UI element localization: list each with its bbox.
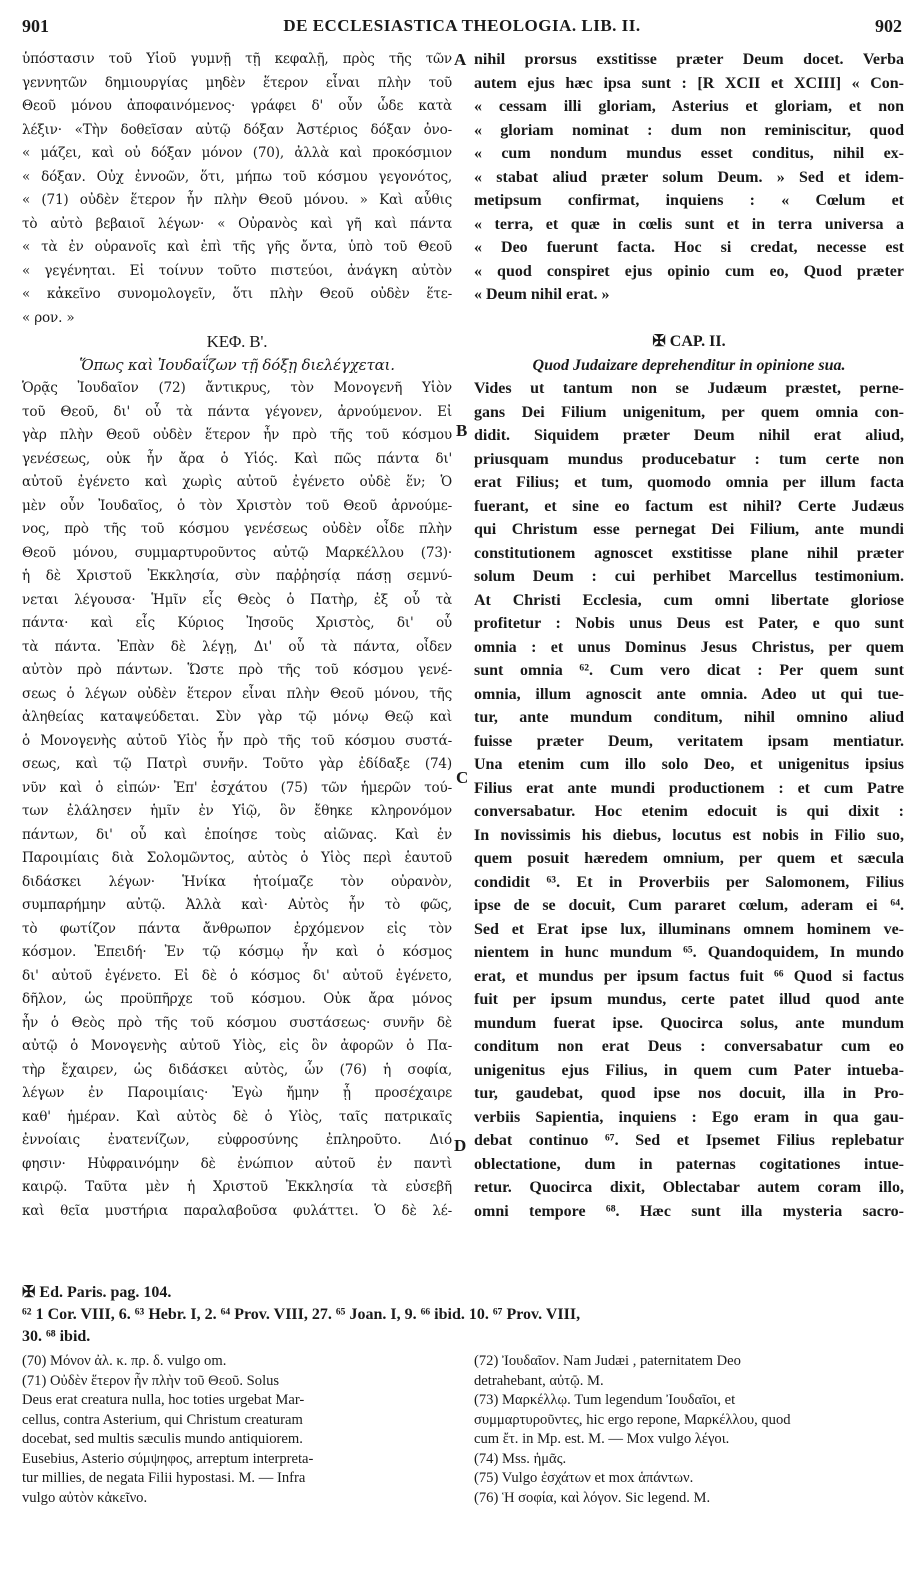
text-line: νος, πρὸ τῆς τοῦ κόσμου γενέσεως οὐδὲν οἶδε πλὴν bbox=[22, 521, 452, 537]
text-line: των ἐλάλησεν ἡμῖν ἐν Υἱῷ, ὃν ἔθηκε κληρονόμον bbox=[22, 803, 452, 819]
text-line: qui Christum esse pernegat Dei Filium, ante mundi bbox=[474, 521, 904, 538]
text-line: λέγων ἐν Παροιμίαις· Ἐγὼ ἤμην ᾗ προσέχαιρε bbox=[22, 1085, 452, 1101]
text-line: αὐτῷ ὁ Μονογενὴς αὐτοῦ Υἱὸς, εἰς ὃν ἀφορῶν ὁ Πα- bbox=[22, 1038, 452, 1054]
text-line: « κἀκεῖνο συνομολογεῖν, ὅτι πλὴν Θεοῦ οὐδὲν ἕτε- bbox=[22, 286, 452, 302]
text-line: « cum nondum mundus esset conditus, nihil ex- bbox=[474, 145, 904, 162]
text-line: τὸ αὐτὸ βεβαιοῖ λέγων· « Οὐρανὸς καὶ γῆ καὶ πάντα bbox=[22, 215, 452, 232]
page-number-left: 901 bbox=[22, 16, 49, 36]
running-title: DE ECCLESIASTICA THEOLOGIA. LIB. II. bbox=[283, 16, 641, 35]
text-line: μὲν οὖν Ἰουδαῖος, ὁ τὸν Χριστὸν τοῦ Θεοῦ ἀρνούμε- bbox=[22, 497, 452, 514]
text-line: πάντα· καὶ εἷς Κύριος Ἰησοῦς Χριστὸς, δι' οὗ bbox=[22, 615, 452, 631]
text-line: Ὁρᾷς Ἰουδαῖον (72) ἄντικρυς, τὸν Μονογενῆ Υἱὸν bbox=[22, 380, 452, 396]
text-line: gans Dei Filium unigenitum, per quem omnia con- bbox=[474, 403, 904, 421]
text-line: Eusebius, Asterio σύμψηφος, arreptum interpreta- bbox=[22, 1450, 314, 1467]
text-line: καιρῷ. Ταῦτα μὲν ἡ Χριστοῦ Ἐκκλησία τὰ εὐσεβῆ bbox=[22, 1179, 452, 1195]
text-line: ✠ Ed. Paris. pag. 104. bbox=[22, 1284, 172, 1301]
text-line: « (71) οὐδὲν ἕτερον ἦν πλὴν Θεοῦ μόνου. » Καὶ αὖθις bbox=[22, 192, 452, 208]
text-line: ἦν ὁ Θεὸς πρὸ τῆς τοῦ κόσμου συστάσεως· συνῆν δὲ bbox=[22, 1014, 452, 1031]
text-line: σεως, καὶ τῷ Πατρὶ συνῆν. Τοῦτο γὰρ ἐδίδαξε (74) bbox=[22, 756, 452, 772]
text-line: διδάσκει λέγων· Ἡνίκα ἡτοίμαζε τὸν οὐρανὸν, bbox=[22, 873, 452, 890]
text-line: Quod Judaizare deprehenditur in opinione sua. bbox=[532, 356, 846, 374]
page-number-right: 902 bbox=[875, 16, 902, 36]
margin-letter: B bbox=[456, 421, 468, 440]
text-line: τὸ φωτίζον πάντα ἄνθρωπον ἐρχόμενον εἰς τὸν bbox=[22, 920, 452, 937]
text-line: « Deo fuerunt facta. Hoc si credat, necesse est bbox=[474, 239, 904, 256]
text-line: αὐτοῦ ἐγένετο καὶ χωρὶς αὐτοῦ ἐγένετο οὐδὲ ἕν; Ὁ bbox=[22, 474, 452, 490]
text-line: κόσμον. Ἐπειδή· Ἐν τῷ κόσμῳ ἦν καὶ ὁ κόσμος bbox=[22, 944, 452, 960]
text-line: συμμαρτυροῦντες, hic ergo repone, Μαρκέλλου, quod bbox=[474, 1411, 791, 1428]
text-line: ἀληθείας καταψεύδεται. Σὺν γὰρ τῷ μόνῳ Θεῷ καὶ bbox=[22, 709, 452, 725]
text-line: τοῦ Θεοῦ, δι' οὗ τὰ πάντα γέγονεν, ἀρνούμενον. Εἰ bbox=[22, 403, 452, 420]
reference-notes bbox=[22, 1282, 902, 1348]
text-line: Παροιμίαις διὰ Σολομῶντος, αὐτὸς ὁ Υἱὸς περὶ ἑαυτοῦ bbox=[22, 850, 452, 866]
text-line: 30. ⁶⁸ ibid. bbox=[22, 1328, 91, 1345]
text-line: omnia : et unus Dominus Jesus Christus, per quem bbox=[474, 638, 904, 656]
text-line: tur, gaudebat, quod ipse nos docuit, illa in Pro- bbox=[474, 1085, 904, 1102]
text-line: (70) Μόνον ἀλ. κ. πρ. δ. vulgo om. bbox=[22, 1353, 227, 1369]
text-line: « terra, et quæ in cœlis sunt et in terra universa a bbox=[474, 215, 904, 233]
text-line: συμπαρήμην αὐτῷ. Ἀλλὰ καὶ· Αὐτὸς ἦν τὸ φῶς, bbox=[22, 897, 452, 913]
text-line: metipsum confirmat, inquiens : « Cœlum et bbox=[474, 192, 904, 209]
text-line: fuerant, et sine eo factum est nihil? Certe Judæus bbox=[474, 497, 904, 515]
text-line: σεως ὁ λέγων οὐδὲν ἕτερον εἶναι πλὴν Θεοῦ μόνου, τῆς bbox=[22, 685, 452, 702]
text-line: tur, ante mundum conditum, nihil omnino aliud bbox=[474, 709, 904, 726]
text-line: profitetur : Nobis unus Deus est Pater, e quo sunt bbox=[474, 615, 904, 632]
text-line: conversabatur. Hoc etenim edocuit is qui dixit : bbox=[474, 803, 904, 820]
text-line: δι' αὐτοῦ ἐγένετο. Εἰ δὲ ὁ κόσμος δι' αὐτοῦ ἐγένετο, bbox=[22, 967, 452, 984]
text-line: (72) Ἰουδαῖον. Nam Judæi , paternitatem Deo bbox=[474, 1353, 741, 1369]
text-line: (73) Μαρκέλλῳ. Tum legendum Ἰουδαῖοι, et bbox=[474, 1392, 736, 1408]
text-line: ὑπόστασιν τοῦ Υἱοῦ γυμνῇ τῇ κεφαλῇ, πρὸς τῆς τῶν bbox=[22, 51, 452, 67]
text-line: retur. Quocirca dixit, Oblectabar autem coram illo, bbox=[474, 1179, 904, 1196]
text-line: ⁶² 1 Cor. VIII, 6. ⁶³ Hebr. I, 2. ⁶⁴ Prov. VIII, 27. ⁶⁵ Joan. I, 9. ⁶⁶ ibid. 10. ⁶⁷ Prov. VIII, bbox=[22, 1306, 581, 1323]
text-line: nihil prorsus exstitisse præter Deum docet. Verba bbox=[474, 51, 904, 68]
text-line: autem ejus hæc ipsa sunt : [R XCII et XCIII] « Con- bbox=[474, 74, 904, 92]
latin-column bbox=[474, 48, 904, 1223]
text-line: Filius erat ante mundi productionem : et cum Patre bbox=[474, 779, 904, 797]
text-line: condidit ⁶³. Et in Proverbiis per Salomonem, Filius bbox=[474, 873, 904, 891]
text-line: « γεγένηται. Εἰ τοίνυν τοῦτο πιστεύοι, ἀνάγκη αὐτὸν bbox=[22, 262, 452, 279]
margin-letter: A bbox=[454, 50, 467, 69]
text-line: cum ἔτ. in Mp. est. M. — Mox vulgo λέγοι. bbox=[474, 1431, 730, 1447]
text-line: αὐτὸν πρὸ πάντων. Ὥστε πρὸ τῆς τοῦ κόσμου γενέ- bbox=[22, 662, 452, 678]
footnotes-right bbox=[474, 1352, 904, 1508]
text-line: ΚΕΦ. Β'. bbox=[206, 332, 268, 351]
text-line: omni tempore ⁶⁸. Hæc sunt illa mysteria sacro- bbox=[474, 1202, 904, 1220]
text-line: λέξιν· «Τὴν δοθεῖσαν αὐτῷ δόξαν Ἀστέριος δόξαν ὀνο- bbox=[22, 121, 452, 138]
text-line: ✠ CAP. II. bbox=[652, 333, 726, 350]
text-line: ὁ Μονογενὴς αὐτοῦ Υἱὸς ἦν πρὸ τῆς τοῦ κόσμου συστά- bbox=[22, 732, 452, 749]
text-line: docebat, sed multis sæculis mundo antiquiorem. bbox=[22, 1431, 303, 1447]
text-line: (75) Vulgo ἐσχάτων et mox ἁπάντων. bbox=[474, 1470, 694, 1486]
text-line: « δόξαν. Οὐχ ἐννοῶν, ὅτι, μήπω τοῦ κόσμου γεγονότος, bbox=[22, 168, 452, 185]
text-line: didit. Siquidem præter Deum nihil erat aliud, bbox=[474, 427, 904, 444]
text-line: constitutionem agnoscet exstitisse plane nihil præter bbox=[474, 544, 904, 562]
text-line: omnia, illum agnoscit ante omnia. Adeo ut qui tue- bbox=[474, 685, 904, 703]
text-line: fuit per ipsum mundus, certe patet illud quod ante bbox=[474, 991, 904, 1008]
text-line: unigenitus ejus Filius, in quem cum Pater intueba- bbox=[474, 1061, 904, 1079]
text-line: δῆλον, ὡς προϋπῆρχε τοῦ κόσμου. Οὐκ ἄρα μόνος bbox=[22, 991, 452, 1007]
margin-letter: D bbox=[454, 1136, 467, 1155]
text-line: solum Deum : cui perhibet Marcellus testimonium. bbox=[474, 568, 904, 585]
text-line: priusquam mundus producebatur : tum certe non bbox=[474, 450, 904, 468]
text-line: καὶ θεῖα μυστήρια παραλαβοῦσα φυλάττει. Ὁ δὲ λέ- bbox=[22, 1202, 452, 1219]
text-line: (76) Ἡ σοφία, καὶ λόγον. Sic legend. M. bbox=[474, 1489, 711, 1506]
text-line: tur millies, de negata Filii hypostasi. M. — Infra bbox=[22, 1470, 306, 1486]
text-line bbox=[474, 307, 904, 331]
text-line: καθ' ἡμέραν. Καὶ αὐτὸς δὲ ὁ Υἱὸς, ταῖς πατρικαῖς bbox=[22, 1108, 452, 1125]
text-line: πάντων, δι' οὗ καὶ ἐποίησε τοὺς αἰῶνας. Καὶ ἐν bbox=[22, 826, 452, 843]
text-line: detrahebant, αὐτῷ. M. bbox=[474, 1372, 604, 1389]
text-line: Θεοῦ μόνου, συμμαρτυροῦντος αὐτῷ Μαρκέλλου (73)· bbox=[22, 544, 452, 561]
text-line: γὰρ πλὴν Θεοῦ οὐδὲν ἕτερον ἦν πρὸ τῆς τοῦ κόσμου bbox=[22, 427, 452, 443]
text-line: ἐννοίαις ἐνατενίζων, εὐφροσύνης ἐπληροῦτο. Διό bbox=[22, 1132, 452, 1148]
text-line: Una etenim cum illo solo Deo, et unigenitus ipsius bbox=[474, 756, 904, 773]
text-line: γενέσεως, οὐκ ἦν ἄρα ὁ Υἱός. Καὶ πῶς πάντα δι' bbox=[22, 450, 452, 467]
text-line: fuisse præter Deum, veritatem ipsam mentiatur. bbox=[474, 732, 904, 750]
text-line: erat, et mundus per ipsum factus fuit ⁶⁶ Quod si factus bbox=[474, 967, 904, 985]
text-line: At Christi Ecclesia, cum omni libertate gloriose bbox=[474, 591, 904, 609]
text-line: conditum non erat Deus : conversabatur cum eo bbox=[474, 1038, 904, 1055]
text-line: Ὅπως καὶ Ἰουδαΐζων τῇ δόξῃ διελέγχεται. bbox=[79, 355, 395, 374]
greek-column bbox=[22, 48, 452, 1223]
text-line: νεται λέγουσα· Ἡμῖν εἷς Θεὸς ὁ Πατὴρ, ἐξ οὗ τὰ bbox=[22, 591, 452, 608]
text-line: « cessam illi gloriam, Asterius et gloriam, et non bbox=[474, 98, 904, 115]
text-line: « gloriam nominat : dum non reminiscitur, quod bbox=[474, 121, 904, 139]
text-line: « quod conspiret ejus opinio cum eo, Quod præter bbox=[474, 262, 904, 280]
text-line: erat Filius; et tum, quomodo omnia per illum facta bbox=[474, 474, 904, 491]
text-line: quem posuit hæredem omnium, per quem et sæcula bbox=[474, 850, 904, 867]
text-line: verbiis Sapientia, inquiens : Ego eram in qua gau- bbox=[474, 1108, 904, 1126]
text-line: nientem in hunc mundum ⁶⁵. Quandoquidem, In mundo bbox=[474, 944, 904, 961]
text-line: φησιν· Ηὐφραινόμην δὲ ἐνώπιον αὐτοῦ ἐν παντὶ bbox=[22, 1155, 452, 1172]
text-line: oblectatione, dum in paternas cogitationes intue- bbox=[474, 1155, 904, 1173]
text-line: debat continuo ⁶⁷. Sed et Ipsemet Filius replebatur bbox=[474, 1132, 904, 1149]
text-line: (71) Οὐδὲν ἕτερον ἦν πλὴν τοῦ Θεοῦ. Solus bbox=[22, 1372, 280, 1389]
text-line: τὰ πάντα. Ἐπὰν δὲ λέγῃ, Δι' οὗ τὰ πάντα, οἶδεν bbox=[22, 638, 452, 655]
text-line: vulgo αὐτὸν κἀκεῖνο. bbox=[22, 1489, 148, 1506]
text-line: (74) Mss. ἡμᾶς. bbox=[474, 1450, 567, 1467]
footnotes-left bbox=[22, 1352, 452, 1508]
text-line: τὴρ ἔχαιρεν, ὡς διδάσκει αὐτὸς, ὧν (76) ἡ σοφία, bbox=[22, 1061, 452, 1078]
text-line: « μάζει, καὶ οὐ δόξαν μόνον (70), ἀλλὰ καὶ προκόσμιον bbox=[22, 145, 452, 161]
text-line: Deus erat creatura nulla, hoc toties urgebat Mar- bbox=[22, 1392, 305, 1408]
text-line: ipse de se docuit, Cum pararet cœlum, aderam ei ⁶⁴. bbox=[474, 897, 904, 914]
text-line: « Deum nihil erat. » bbox=[474, 286, 610, 303]
text-line: Sed et Erat ipse lux, illuminans omnem hominem ve- bbox=[474, 920, 904, 938]
text-line: γεννητῶν δημιουργίας μηδὲν ἕτερον εἶναι πλὴν τοῦ bbox=[22, 74, 452, 91]
text-line: Vides ut tantum non se Judæum præstet, perne- bbox=[474, 380, 904, 397]
text-line: νῦν καὶ ὁ εἰπών· Ἐπ' ἐσχάτου (75) τῶν ἡμερῶν τού- bbox=[22, 779, 452, 796]
text-line: cellus, contra Asterium, qui Christum creaturam bbox=[22, 1411, 303, 1428]
text-line: « stabat aliud præter solum Deum. » Sed et idem- bbox=[474, 168, 904, 186]
text-line: sunt omnia ⁶². Cum vero dicat : Per quem sunt bbox=[474, 662, 904, 679]
running-header bbox=[22, 16, 902, 46]
text-line: « ρον. » bbox=[22, 309, 75, 326]
text-line: Θεοῦ μόνου ἀποφαινόμενος· γράφει δ' οὖν ὧδε κατὰ bbox=[22, 98, 452, 114]
text-line: « τὰ ἐν οὐρανοῖς καὶ ἐπὶ τῆς γῆς ὄντα, ὑπὸ τοῦ Θεοῦ bbox=[22, 239, 452, 255]
text-line: ἡ δὲ Χριστοῦ Ἐκκλησία, σὺν παῤῥησίᾳ πάσῃ σεμνύ- bbox=[22, 568, 452, 584]
text-line: mundum fuerat ipse. Quocirca solus, ante mundum bbox=[474, 1014, 904, 1032]
margin-letter: C bbox=[456, 768, 469, 787]
text-line: In novissimis his diebus, locutus est nobis in Filio suo, bbox=[474, 826, 904, 844]
